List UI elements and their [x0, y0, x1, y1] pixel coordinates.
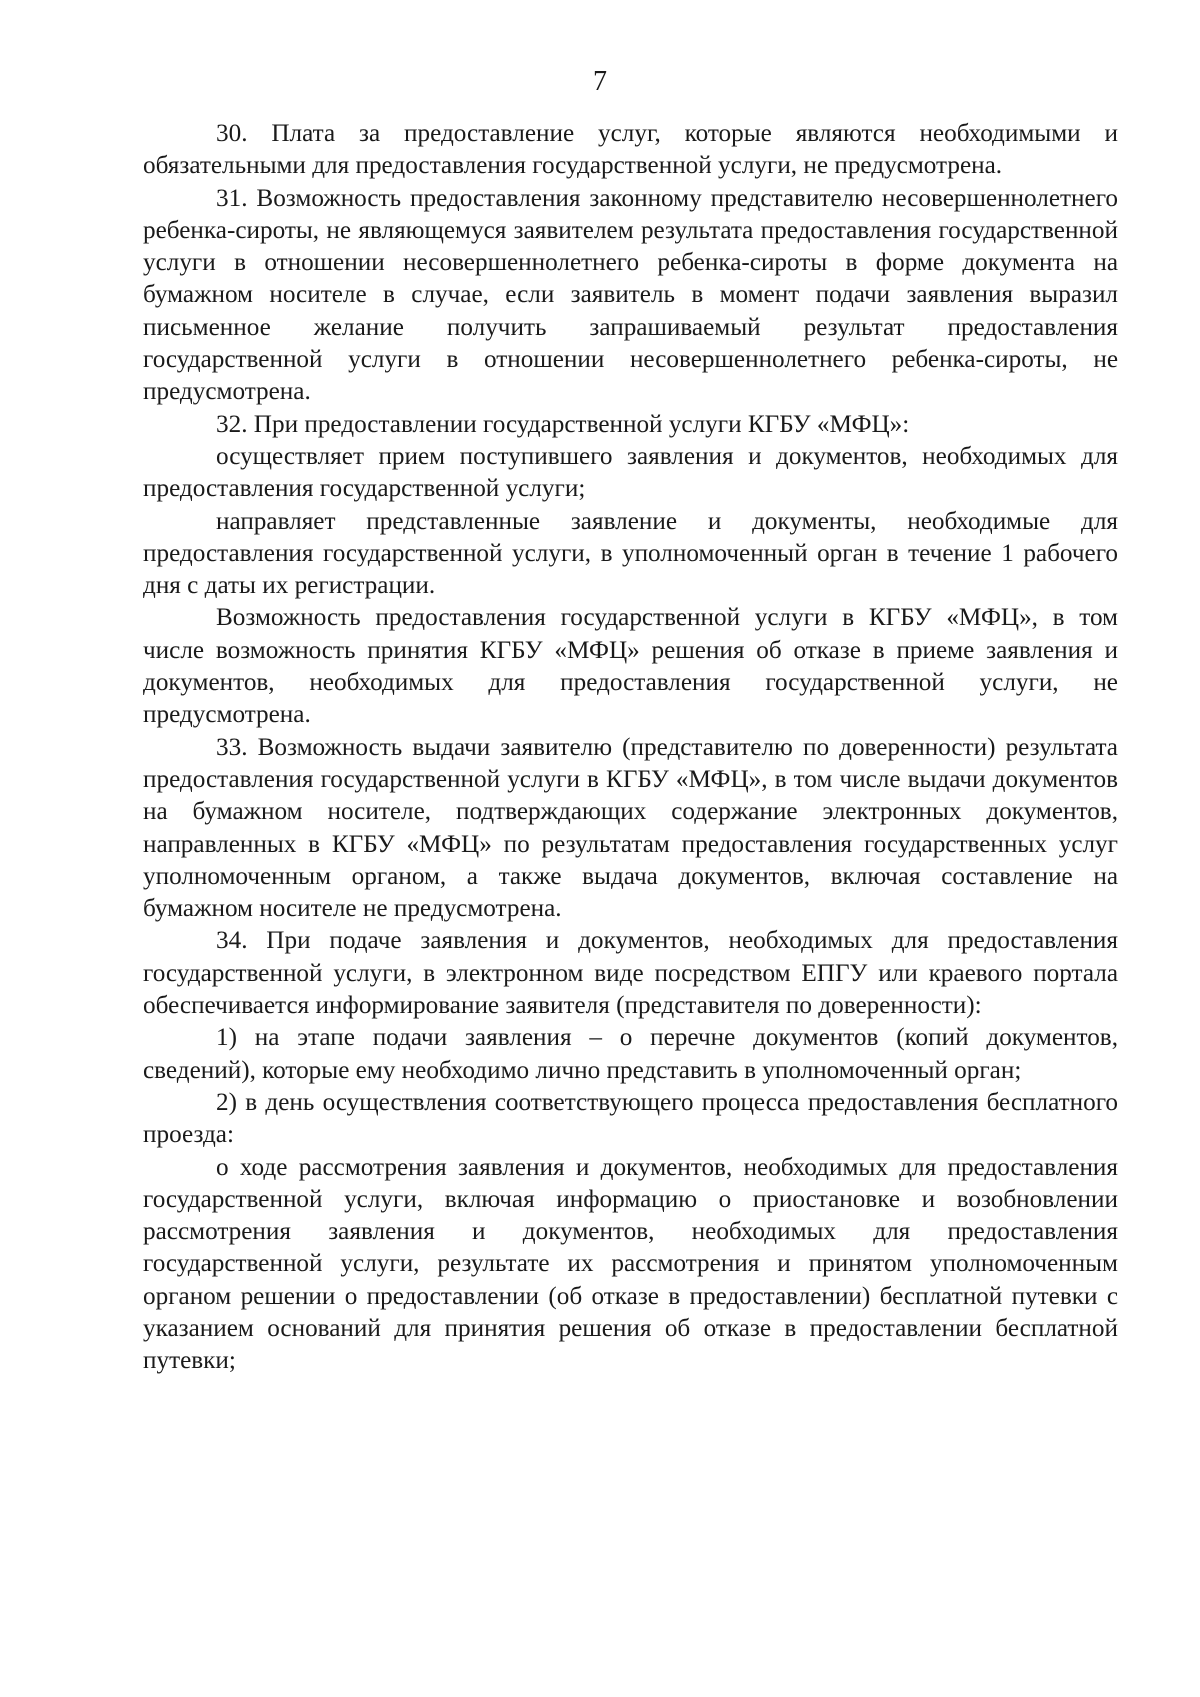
- paragraph-30: 30. Плата за предоставление услуг, которые являются необходимыми и обязательными для предоставления государственной услуги, не предусмотрена.: [143, 120, 1118, 180]
- paragraph-32-note: Возможность предоставления государственной услуги в КГБУ «МФЦ», в том числе возможность принятия КГБУ «МФЦ» решения об отказе в приеме заявления и документов, необходимых для предоставления государственной услуги, не предусмотрена.: [143, 604, 1118, 729]
- paragraph-33: 33. Возможность выдачи заявителю (представителю по доверенности) результата предоставления государственной услуги в КГБУ «МФЦ», в том числе выдачи документов на бумажном носителе, подтверждающих содержание электронных документов, направленных в КГБУ «МФЦ» по результатам предоставления государственных услуг уполномоченным органом, а также выдача документов, включая составление на бумажном носителе не предусмотрена.: [143, 733, 1118, 923]
- paragraph-34-item-2: 2) в день осуществления соответствующего процесса предоставления бесплатного проезда:: [143, 1088, 1118, 1149]
- paragraph-31: 31. Возможность предоставления законному представителю несовершеннолетнего ребенка-сироты, не являющемуся заявителем результата предоставления государственной услуги в отношении несовершеннолетнего ребенка-сироты в форме документа на бумажном носителе в случае, если заявитель в момент подачи заявления выразил письменное желание получить запрашиваемый результат предоставления государственной услуги в отношении несовершеннолетнего ребенка-сироты, не предусмотрена.: [143, 184, 1118, 406]
- document-body: [143, 118, 1118, 1378]
- page-number: 7: [593, 66, 607, 97]
- paragraph-34-item-1: 1) на этапе подачи заявления – о перечне документов (копий документов, сведений), которые ему необходимо лично представить в уполномоченный орган;: [143, 1024, 1118, 1084]
- paragraph-32: 32. При предоставлении государственной услуги КГБУ «МФЦ»:: [216, 410, 910, 438]
- paragraph-32-item-accepts: осуществляет прием поступившего заявления и документов, необходимых для предоставления государственной услуги;: [143, 442, 1118, 503]
- paragraph-32-item-forwards: направляет представленные заявление и документы, необходимые для предоставления государственной услуги, в уполномоченный орган в течение 1 рабочего дня с даты их регистрации.: [143, 507, 1118, 600]
- paragraph-34-item-2-detail: о ходе рассмотрения заявления и документов, необходимых для предоставления государственной услуги, включая информацию о приостановке и возобновлении рассмотрения заявления и документов, необходимых для предоставления государственной услуги, результате их рассмотрения и принятом уполномоченным органом решении о предоставлении (об отказе в предоставлении) бесплатной путевки с указанием оснований для принятия решения об отказе в предоставлении бесплатной путевки;: [143, 1153, 1118, 1375]
- paragraph-34: 34. При подаче заявления и документов, необходимых для предоставления государственной услуги, в электронном виде посредством ЕПГУ или краевого портала обеспечивается информирование заявителя (представителя по доверенности):: [143, 927, 1118, 1020]
